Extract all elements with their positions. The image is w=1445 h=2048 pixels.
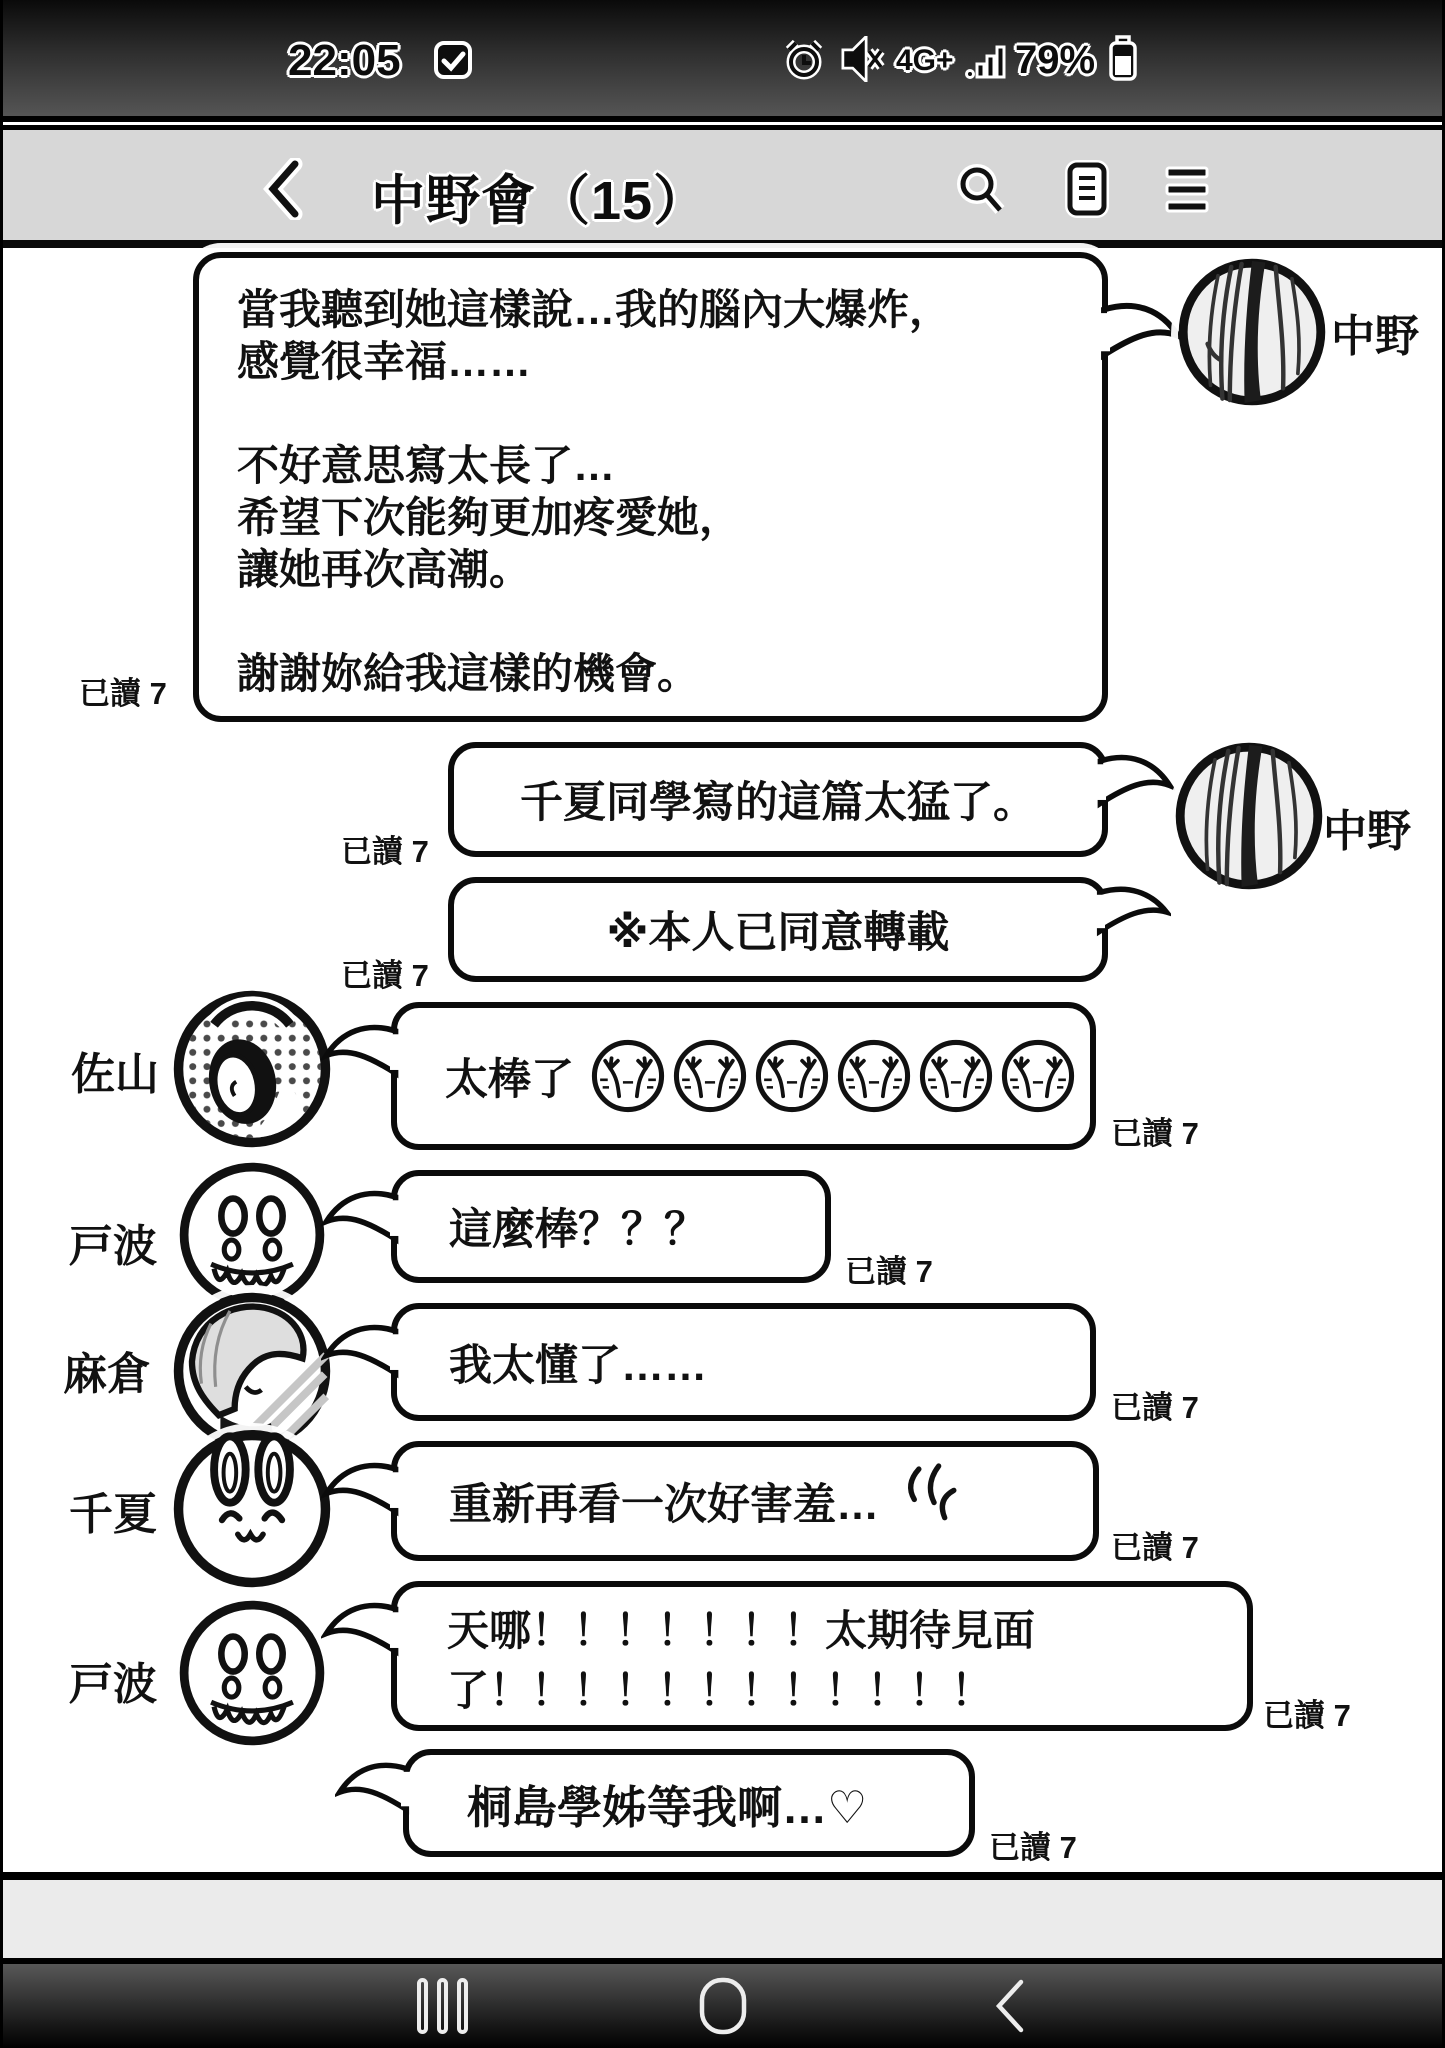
message-bubble[interactable]	[448, 742, 1108, 857]
recents-button[interactable]	[411, 1976, 475, 2041]
bubble-tail	[335, 1760, 411, 1816]
sender-name: 千夏	[69, 1490, 157, 1539]
read-receipt: 已讀 7	[341, 834, 429, 869]
search-icon[interactable]	[953, 162, 1009, 223]
notes-icon[interactable]	[1061, 160, 1113, 223]
raised-hands-emoji	[672, 1038, 748, 1114]
message-text: 桐島學姊等我啊…♡	[467, 1781, 868, 1833]
sender-name: 中野	[1323, 807, 1411, 856]
avatar[interactable]	[173, 990, 331, 1153]
battery-icon	[1105, 34, 1141, 89]
read-receipt: 已讀 7	[1111, 1530, 1199, 1565]
message-text: 這麼棒？？？	[449, 1206, 707, 1254]
message-text: 希望下次能夠更加疼愛她，	[237, 494, 742, 541]
page-title: 中野會（15）	[371, 171, 709, 231]
clock-time: 22:05	[288, 36, 401, 85]
checkbox-notification-icon	[431, 38, 475, 87]
message-text	[237, 596, 1064, 648]
battery-percent: 79%	[1015, 38, 1096, 82]
avatar[interactable]	[1178, 258, 1326, 411]
message-text: 讓她再次高潮。	[237, 546, 532, 593]
sender-name: 中野	[1331, 312, 1419, 361]
bubble-tail	[321, 1188, 401, 1246]
message-bubble[interactable]	[391, 1303, 1096, 1421]
read-receipt: 已讀 7	[1111, 1116, 1199, 1151]
message-bubble[interactable]	[391, 1441, 1099, 1561]
message-text: 太棒了	[445, 1055, 574, 1104]
message-bubble[interactable]	[391, 1581, 1253, 1731]
chat-header	[3, 130, 1442, 248]
message-bubble[interactable]	[403, 1749, 975, 1857]
flying-sweat-icon	[897, 1463, 959, 1539]
read-receipt: 已讀 7	[1111, 1390, 1199, 1425]
message-text: 謝謝妳給我這樣的機會。	[237, 650, 700, 697]
raised-hands-emoji	[590, 1038, 666, 1114]
read-receipt: 已讀 7	[1263, 1698, 1351, 1733]
status-bar	[3, 0, 1442, 116]
android-nav-bar	[3, 1964, 1442, 2048]
bubble-tail	[1095, 884, 1171, 940]
avatar[interactable]	[179, 1162, 325, 1313]
sender-name: 麻倉	[63, 1350, 151, 1399]
read-receipt: 已讀 7	[79, 676, 167, 711]
read-receipt: 已讀 7	[989, 1830, 1077, 1865]
statusbar-header-divider	[3, 116, 1442, 130]
sender-name: 戸波	[69, 1660, 157, 1709]
bubble-tail	[321, 1600, 401, 1658]
back-button[interactable]	[261, 158, 305, 225]
avatar[interactable]	[173, 1430, 331, 1593]
message-text: ※本人已同意轉載	[606, 909, 950, 957]
message-text: 不好意思寫太長了…	[237, 442, 616, 489]
network-4g-icon: 4G+	[896, 44, 954, 77]
raised-hands-emoji	[918, 1038, 994, 1114]
message-text	[237, 388, 1064, 440]
read-receipt: 已讀 7	[341, 958, 429, 993]
message-text: 千夏同學寫的這篇太猛了。	[520, 779, 1036, 827]
bubble-tail	[321, 1322, 401, 1380]
signal-strength-icon	[965, 40, 1009, 85]
sender-name: 佐山	[71, 1050, 159, 1099]
message-bubble[interactable]	[391, 1170, 831, 1283]
message-text: 重新再看一次好害羞…	[449, 1480, 879, 1529]
message-text: 我太懂了……	[449, 1341, 707, 1390]
home-button[interactable]	[695, 1976, 751, 2041]
message-bubble[interactable]	[448, 877, 1108, 982]
message-text: 當我聽到她這樣說…我的腦內大爆炸，	[237, 286, 952, 333]
read-receipt: 已讀 7	[845, 1254, 933, 1289]
mute-icon	[841, 36, 887, 87]
avatar[interactable]	[1175, 742, 1323, 895]
bubble-tail	[1095, 752, 1175, 810]
raised-hands-emoji	[836, 1038, 912, 1114]
message-bubble[interactable]	[391, 1002, 1096, 1150]
bubble-tail	[321, 1022, 401, 1080]
message-input-bar	[3, 1880, 1442, 1958]
message-text: 了！！！！！！！！！！！！	[447, 1667, 994, 1714]
message-text: 感覺很幸福……	[237, 338, 532, 385]
sender-name: 戸波	[69, 1222, 157, 1271]
raised-hands-emoji	[754, 1038, 830, 1114]
bubble-tail	[1099, 300, 1183, 362]
back-nav-button[interactable]	[985, 1976, 1031, 2041]
alarm-icon	[781, 36, 827, 87]
bubble-tail	[321, 1460, 401, 1518]
message-bubble[interactable]	[193, 252, 1108, 722]
message-text: 天哪！！！！！！！太期待見面	[447, 1607, 1036, 1654]
raised-hands-emoji	[1000, 1038, 1076, 1114]
input-bar-top-divider	[3, 1872, 1442, 1880]
menu-icon[interactable]	[1161, 164, 1213, 221]
avatar[interactable]	[179, 1600, 325, 1751]
